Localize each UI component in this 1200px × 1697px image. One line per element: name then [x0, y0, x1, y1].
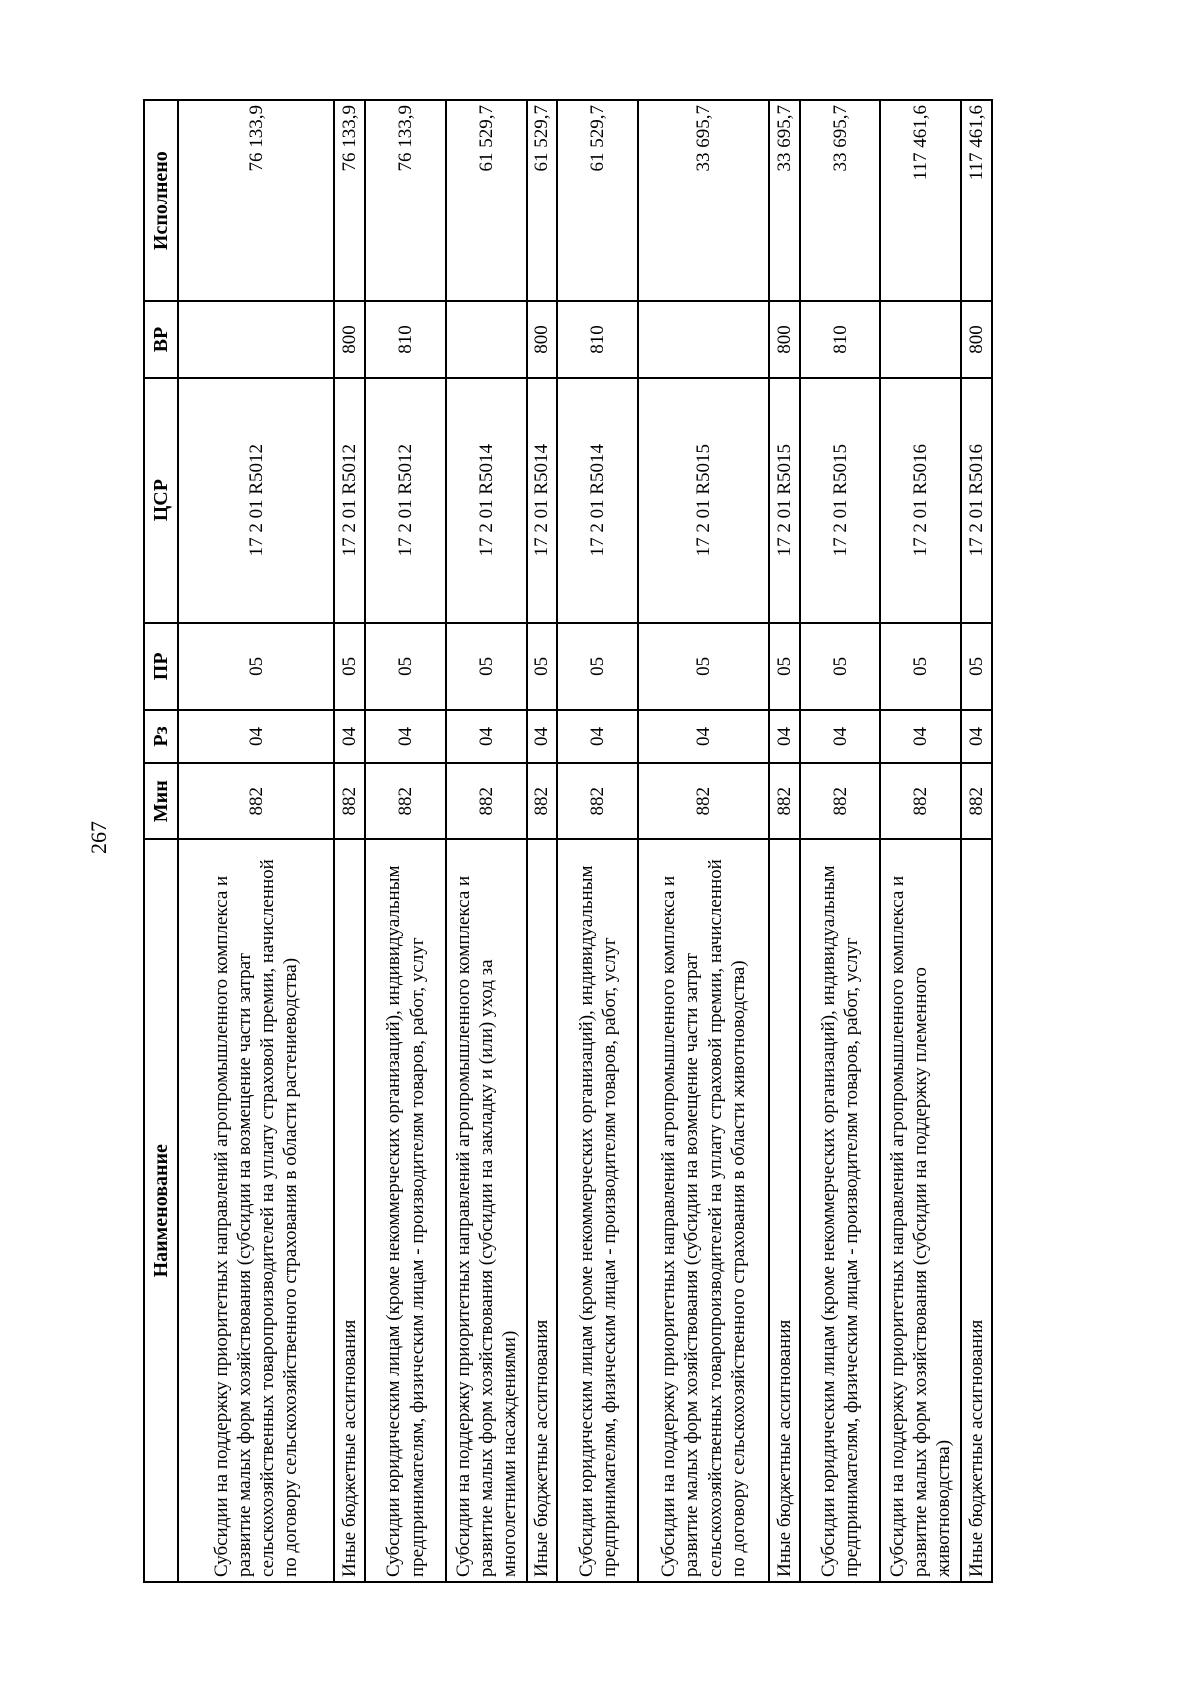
table-row [178, 100, 334, 1582]
row-pr: 05 [334, 623, 365, 710]
row-rz: 04 [769, 710, 800, 763]
row-pr: 05 [769, 623, 800, 710]
row-csr: 17 2 01 R5015 [800, 378, 881, 623]
row-vr: 800 [527, 301, 558, 377]
row-min: 882 [961, 763, 992, 839]
table-row [961, 100, 992, 1582]
row-rz: 04 [638, 710, 769, 763]
row-executed: 76 133,9 [365, 100, 446, 301]
row-csr: 17 2 01 R5015 [769, 378, 800, 623]
header-vr: ВР [144, 301, 178, 377]
row-min: 882 [557, 763, 638, 839]
row-executed: 117 461,6 [880, 100, 961, 301]
row-executed: 76 133,9 [334, 100, 365, 301]
row-pr: 05 [365, 623, 446, 710]
table-row [365, 100, 446, 1582]
row-executed: 61 529,7 [527, 100, 558, 301]
row-vr [880, 301, 961, 377]
row-name: Субсидии юридическим лицам (кроме некоммерческих организаций), индивидуальным предпринимателям, физическим лицам - производителям товаров, работ, услуг [800, 839, 881, 1582]
row-min: 882 [365, 763, 446, 839]
row-min: 882 [880, 763, 961, 839]
row-executed: 33 695,7 [800, 100, 881, 301]
row-name: Субсидии на поддержку приоритетных направлений агропромышленного комплекса и развитие малых форм хозяйствования (субсидии на поддержку племенного животноводства) [880, 839, 961, 1582]
row-executed: 33 695,7 [638, 100, 769, 301]
table-row [880, 100, 961, 1582]
row-name: Субсидии юридическим лицам (кроме некоммерческих организаций), индивидуальным предпринимателям, физическим лицам - производителям товаров, работ, услуг [365, 839, 446, 1582]
row-rz: 04 [446, 710, 527, 763]
row-min: 882 [527, 763, 558, 839]
row-name: Иные бюджетные ассигнования [769, 839, 800, 1582]
row-pr: 05 [446, 623, 527, 710]
row-csr: 17 2 01 R5012 [178, 378, 334, 623]
row-rz: 04 [365, 710, 446, 763]
row-vr: 810 [800, 301, 881, 377]
header-pr: ПР [144, 623, 178, 710]
row-rz: 04 [557, 710, 638, 763]
row-rz: 04 [527, 710, 558, 763]
row-min: 882 [446, 763, 527, 839]
row-pr: 05 [880, 623, 961, 710]
row-csr: 17 2 01 R5012 [334, 378, 365, 623]
row-min: 882 [800, 763, 881, 839]
row-name: Субсидии на поддержку приоритетных направлений агропромышленного комплекса и развитие малых форм хозяйствования (субсидии на закладку и (или) уход за многолетними насаждениями) [446, 839, 527, 1582]
header-rz: Рз [144, 710, 178, 763]
table-row [446, 100, 527, 1582]
row-csr: 17 2 01 R5014 [527, 378, 558, 623]
row-rz: 04 [961, 710, 992, 763]
row-pr: 05 [800, 623, 881, 710]
row-name: Иные бюджетные ассигнования [334, 839, 365, 1582]
row-csr: 17 2 01 R5012 [365, 378, 446, 623]
row-csr: 17 2 01 R5016 [880, 378, 961, 623]
row-executed: 76 133,9 [178, 100, 334, 301]
row-vr [638, 301, 769, 377]
row-executed: 117 461,6 [961, 100, 992, 301]
header-min: Мин [144, 763, 178, 839]
row-executed: 61 529,7 [557, 100, 638, 301]
row-name: Иные бюджетные ассигнования [527, 839, 558, 1582]
table-row [638, 100, 769, 1582]
row-rz: 04 [178, 710, 334, 763]
table-row [557, 100, 638, 1582]
row-pr: 05 [638, 623, 769, 710]
row-csr: 17 2 01 R5015 [638, 378, 769, 623]
row-vr: 800 [334, 301, 365, 377]
row-pr: 05 [557, 623, 638, 710]
row-executed: 61 529,7 [446, 100, 527, 301]
row-pr: 05 [178, 623, 334, 710]
row-vr: 810 [365, 301, 446, 377]
row-csr: 17 2 01 R5014 [446, 378, 527, 623]
row-csr: 17 2 01 R5016 [961, 378, 992, 623]
row-rz: 04 [334, 710, 365, 763]
row-executed: 33 695,7 [769, 100, 800, 301]
table-row [800, 100, 881, 1582]
row-name: Субсидии на поддержку приоритетных направлений агропромышленного комплекса и развитие малых форм хозяйствования (субсидии на возмещение части затрат сельскохозяйственных товаропроизводителей на уплату страховой премии, начисленной по договору сельскохозяйственного страхования в области животноводства) [638, 839, 769, 1582]
budget-table [143, 99, 993, 1583]
row-vr: 800 [961, 301, 992, 377]
rotated-table-container [143, 99, 993, 1583]
table-header-row [144, 100, 178, 1582]
row-pr: 05 [527, 623, 558, 710]
row-min: 882 [178, 763, 334, 839]
header-executed: Исполнено [144, 100, 178, 301]
row-name: Иные бюджетные ассигнования [961, 839, 992, 1582]
table-row [527, 100, 558, 1582]
header-csr: ЦСР [144, 378, 178, 623]
row-csr: 17 2 01 R5014 [557, 378, 638, 623]
row-min: 882 [638, 763, 769, 839]
row-vr: 810 [557, 301, 638, 377]
row-vr [178, 301, 334, 377]
row-rz: 04 [880, 710, 961, 763]
row-vr [446, 301, 527, 377]
page-number: 267 [86, 821, 111, 854]
row-vr: 800 [769, 301, 800, 377]
header-name: Наименование [144, 839, 178, 1582]
table-row [334, 100, 365, 1582]
row-min: 882 [334, 763, 365, 839]
row-rz: 04 [800, 710, 881, 763]
table-row [769, 100, 800, 1582]
row-name: Субсидии на поддержку приоритетных направлений агропромышленного комплекса и развитие малых форм хозяйствования (субсидии на возмещение части затрат сельскохозяйственных товаропроизводителей на уплату страховой премии, начисленной по договору сельскохозяйственного страхования в области растениеводства) [178, 839, 334, 1582]
row-pr: 05 [961, 623, 992, 710]
row-name: Субсидии юридическим лицам (кроме некоммерческих организаций), индивидуальным предпринимателям, физическим лицам - производителям товаров, работ, услуг [557, 839, 638, 1582]
row-min: 882 [769, 763, 800, 839]
